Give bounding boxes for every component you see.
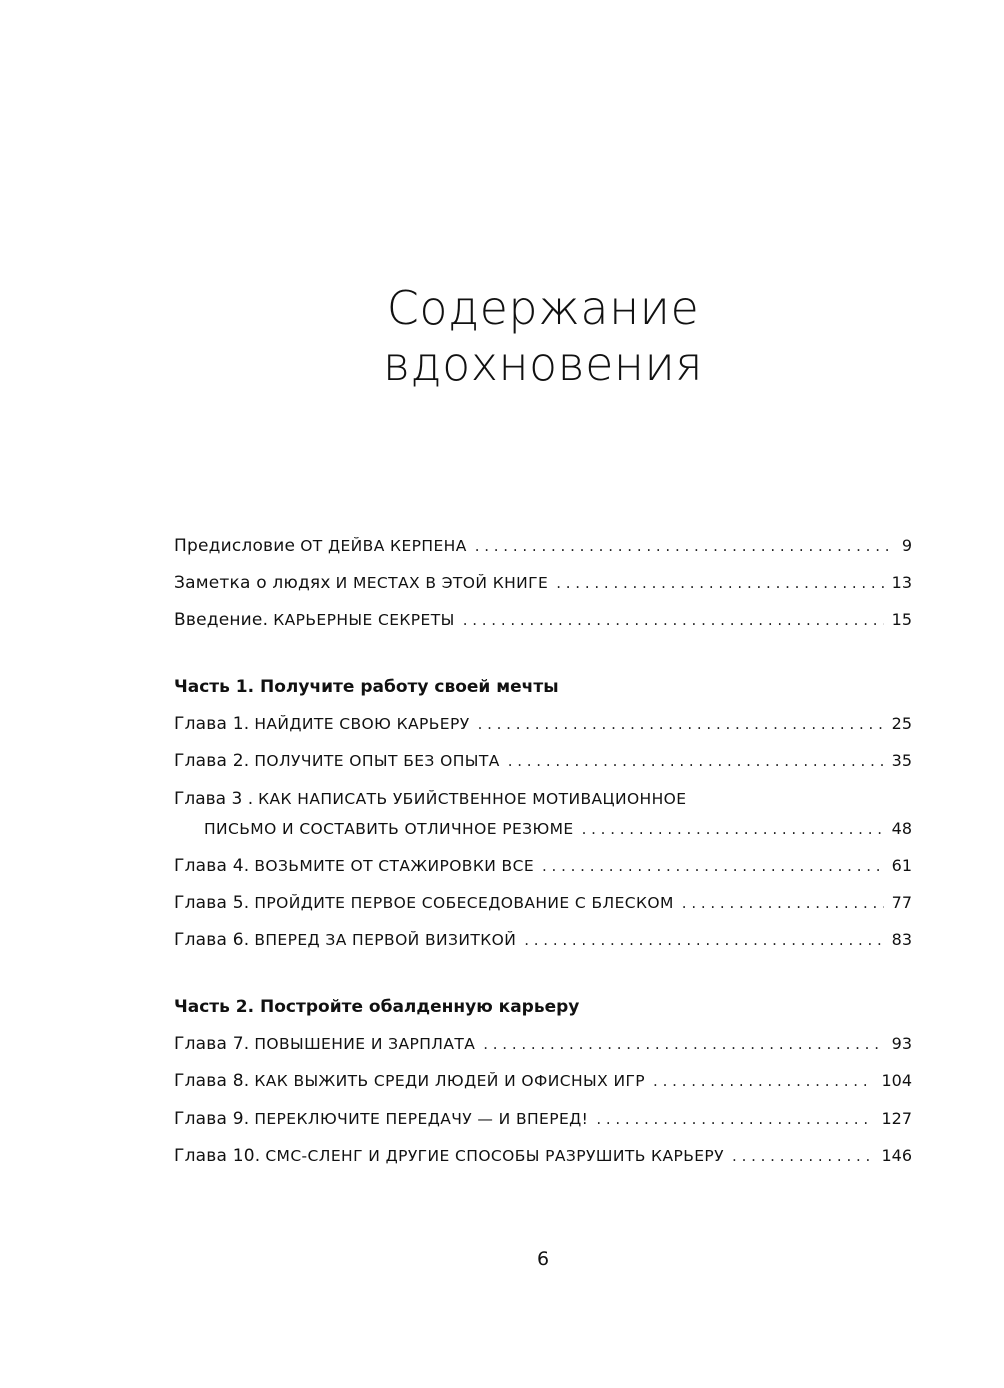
toc-entry-introduction[interactable] bbox=[174, 607, 912, 633]
toc-entry-caps: ПЕРЕКЛЮЧИТЕ ПЕРЕДАЧУ — И ВПЕРЕД! bbox=[254, 1110, 589, 1128]
toc-entry-caps: КАК НАПИСАТЬ УБИЙСТВЕННОЕ МОТИВАЦИОННОЕ bbox=[258, 790, 687, 808]
toc-entry-label: Глава 5. bbox=[174, 893, 250, 913]
toc-entry-chapter-4[interactable] bbox=[174, 853, 912, 879]
toc-entry-label: Глава 2. bbox=[174, 751, 250, 771]
toc-entry-chapter-8[interactable] bbox=[174, 1068, 912, 1094]
toc-entry-caps: ВПЕРЕД ЗА ПЕРВОЙ ВИЗИТКОЙ bbox=[254, 931, 517, 949]
toc-entry-label: Заметка о людях bbox=[174, 573, 331, 593]
part-2-heading: Часть 2. Постройте обалденную карьеру bbox=[174, 997, 580, 1017]
toc-entry-preface[interactable] bbox=[174, 533, 912, 559]
leader-dots bbox=[682, 890, 884, 916]
toc-entry-caps: СМС-СЛЕНГ И ДРУГИЕ СПОСОБЫ РАЗРУШИТЬ КАРЬЕРУ bbox=[265, 1147, 725, 1165]
toc-entry-page: 48 bbox=[891, 819, 912, 838]
toc-entry-label: Введение. bbox=[174, 610, 269, 630]
toc-entry-page: 35 bbox=[891, 751, 912, 770]
leader-dots bbox=[582, 816, 884, 842]
toc-entry-label: Глава 10. bbox=[174, 1146, 261, 1166]
toc-entry-caps: ПОЛУЧИТЕ ОПЫТ БЕЗ ОПЫТА bbox=[254, 752, 500, 770]
leader-dots bbox=[542, 853, 884, 879]
toc-entry-caps-cont: ПИСЬМО И СОСТАВИТЬ ОТЛИЧНОЕ РЕЗЮМЕ bbox=[204, 820, 574, 838]
toc-entry-page: 9 bbox=[901, 536, 912, 555]
toc-entry-page: 83 bbox=[891, 930, 912, 949]
page-number: 6 bbox=[536, 1248, 550, 1270]
toc-entry-page: 104 bbox=[881, 1071, 912, 1090]
leader-dots bbox=[653, 1068, 873, 1094]
toc-entry-caps: ОТ ДЕЙВА КЕРПЕНА bbox=[300, 537, 467, 555]
toc-entry-page: 61 bbox=[891, 856, 912, 875]
toc-entry-caps: ВОЗЬМИТЕ ОТ СТАЖИРОВКИ ВСЕ bbox=[254, 857, 535, 875]
toc-entry-page: 93 bbox=[891, 1034, 912, 1053]
toc-entry-chapter-1[interactable] bbox=[174, 711, 912, 737]
toc-entry-caps: НАЙДИТЕ СВОЮ КАРЬЕРУ bbox=[254, 715, 470, 733]
title-line-2: вдохновения bbox=[382, 337, 704, 391]
leader-dots bbox=[596, 1106, 873, 1132]
toc-entry-label: Предисловие bbox=[174, 536, 296, 556]
toc-entry-label: Глава 1. bbox=[174, 714, 250, 734]
toc-entry-caps: ПОВЫШЕНИЕ И ЗАРПЛАТА bbox=[254, 1035, 476, 1053]
toc-entry-chapter-3-line-1[interactable] bbox=[174, 786, 686, 812]
toc-entry-chapter-2[interactable] bbox=[174, 748, 912, 774]
toc-entry-note[interactable] bbox=[174, 570, 912, 596]
toc-entry-page: 13 bbox=[891, 573, 912, 592]
toc-entry-label: Глава 9. bbox=[174, 1109, 250, 1129]
toc-entry-caps: КАРЬЕРНЫЕ СЕКРЕТЫ bbox=[273, 611, 455, 629]
leader-dots bbox=[463, 607, 884, 633]
toc-entry-label: Глава 3 . bbox=[174, 789, 254, 809]
leader-dots bbox=[475, 533, 894, 559]
leader-dots bbox=[508, 748, 884, 774]
toc-entry-chapter-6[interactable] bbox=[174, 927, 912, 953]
leader-dots bbox=[524, 927, 883, 953]
toc-entry-chapter-10[interactable] bbox=[174, 1143, 912, 1169]
toc-entry-caps: ПРОЙДИТЕ ПЕРВОЕ СОБЕСЕДОВАНИЕ С БЛЕСКОМ bbox=[254, 894, 674, 912]
toc-entry-label: Глава 8. bbox=[174, 1071, 250, 1091]
title-line-1: Содержание bbox=[386, 281, 700, 335]
toc-entry-label: Глава 7. bbox=[174, 1034, 250, 1054]
toc-entry-chapter-3-line-2[interactable] bbox=[174, 816, 912, 842]
toc-entry-chapter-7[interactable] bbox=[174, 1031, 912, 1057]
toc-entry-page: 77 bbox=[891, 893, 912, 912]
leader-dots bbox=[483, 1031, 883, 1057]
toc-entry-page: 25 bbox=[891, 714, 912, 733]
toc-entry-caps: КАК ВЫЖИТЬ СРЕДИ ЛЮДЕЙ И ОФИСНЫХ ИГР bbox=[254, 1072, 646, 1090]
toc-entry-chapter-5[interactable] bbox=[174, 890, 912, 916]
toc-entry-chapter-9[interactable] bbox=[174, 1106, 912, 1132]
leader-dots bbox=[556, 570, 883, 596]
toc-entry-page: 127 bbox=[881, 1109, 912, 1128]
toc-entry-page: 146 bbox=[881, 1146, 912, 1165]
part-1-heading: Часть 1. Получите работу своей мечты bbox=[174, 677, 559, 697]
page-title bbox=[0, 280, 1004, 392]
toc-entry-label: Глава 4. bbox=[174, 856, 250, 876]
leader-dots bbox=[732, 1143, 873, 1169]
toc-entry-caps: И МЕСТАХ В ЭТОЙ КНИГЕ bbox=[335, 574, 549, 592]
leader-dots bbox=[478, 711, 884, 737]
toc-entry-page: 15 bbox=[891, 610, 912, 629]
toc-entry-label: Глава 6. bbox=[174, 930, 250, 950]
